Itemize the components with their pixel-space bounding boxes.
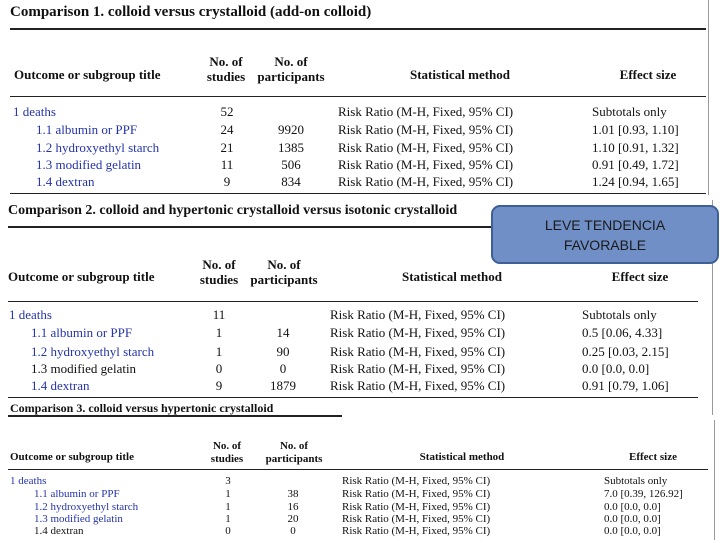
- subgroup-name: 1.3 modified gelatin: [34, 513, 123, 525]
- statistical-method: Risk Ratio (M-H, Fixed, 95% CI): [342, 525, 491, 537]
- table-row: [0, 174, 720, 192]
- effect-size: Subtotals only: [604, 475, 668, 487]
- participants-count: 506: [281, 157, 301, 172]
- participants-count: 1385: [278, 140, 304, 155]
- subgroup-name: 1 deaths: [13, 104, 56, 119]
- table-rule: [8, 301, 698, 302]
- effect-size: 0.91 [0.79, 1.06]: [582, 378, 669, 393]
- comparison-2-title: Comparison 2. colloid and hypertonic crystalloid versus isotonic crystalloid: [8, 203, 458, 218]
- statistical-method: Risk Ratio (M-H, Fixed, 95% CI): [342, 513, 491, 525]
- table-row: [0, 525, 720, 543]
- statistical-method: Risk Ratio (M-H, Fixed, 95% CI): [330, 344, 506, 359]
- scan-edge-line: [708, 0, 709, 195]
- studies-count: 0: [225, 525, 231, 537]
- effect-size: 0.0 [0.0, 0.0]: [604, 513, 661, 525]
- studies-count: 9: [215, 378, 223, 393]
- table-row: [0, 325, 720, 343]
- studies-count: 24: [220, 122, 234, 137]
- header-outcome: Outcome or subgroup title: [8, 269, 155, 284]
- header-method: Statistical method: [401, 269, 503, 284]
- callout-box: [491, 205, 719, 264]
- statistical-method: Risk Ratio (M-H, Fixed, 95% CI): [330, 361, 506, 376]
- effect-size: 0.25 [0.03, 2.15]: [582, 344, 669, 359]
- studies-count: 52: [220, 104, 234, 119]
- effect-size: 1.24 [0.94, 1.65]: [592, 174, 679, 189]
- subgroup-name: 1.1 albumin or PPF: [34, 488, 120, 500]
- subgroup-name: 1.3 modified gelatin: [31, 361, 137, 376]
- effect-size: Subtotals only: [592, 104, 667, 119]
- studies-count: 3: [225, 475, 231, 487]
- statistical-method: Risk Ratio (M-H, Fixed, 95% CI): [338, 157, 514, 172]
- table-row: [0, 361, 720, 379]
- studies-count: 11: [220, 157, 234, 172]
- subgroup-name: 1.3 modified gelatin: [36, 157, 142, 172]
- callout-line-2: FAVORABLE: [563, 237, 647, 253]
- table-rule: [8, 469, 708, 470]
- statistical-method: Risk Ratio (M-H, Fixed, 95% CI): [338, 104, 514, 119]
- header-participants: No. of participants: [250, 257, 318, 287]
- callout-line-1: LEVE TENDENCIA: [544, 217, 666, 233]
- table-row: [0, 307, 720, 325]
- studies-count: 11: [212, 307, 226, 322]
- statistical-method: Risk Ratio (M-H, Fixed, 95% CI): [338, 122, 514, 137]
- table-row: [0, 122, 720, 140]
- participants-count: 20: [287, 513, 299, 525]
- header-effect: Effect size: [611, 269, 669, 284]
- participants-count: 90: [276, 344, 290, 359]
- studies-count: 1: [225, 501, 231, 513]
- effect-size: 0.5 [0.06, 4.33]: [582, 325, 663, 340]
- subgroup-name: 1.1 albumin or PPF: [36, 122, 138, 137]
- studies-count: 21: [220, 140, 234, 155]
- table-rule: [10, 28, 706, 30]
- header-participants: No. of participants: [257, 54, 325, 84]
- header-method: Statistical method: [409, 67, 511, 82]
- statistical-method: Risk Ratio (M-H, Fixed, 95% CI): [342, 501, 491, 513]
- header-method: Statistical method: [419, 451, 505, 463]
- header-effect: Effect size: [629, 451, 677, 463]
- header-outcome: Outcome or subgroup title: [10, 451, 134, 463]
- studies-count: 1: [225, 488, 231, 500]
- effect-size: 0.0 [0.0, 0.0]: [604, 525, 661, 537]
- studies-count: 1: [215, 344, 223, 359]
- effect-size: 0.91 [0.49, 1.72]: [592, 157, 679, 172]
- statistical-method: Risk Ratio (M-H, Fixed, 95% CI): [330, 325, 506, 340]
- subgroup-name: 1.2 hydroxyethyl starch: [36, 140, 160, 155]
- table-rule: [8, 397, 698, 398]
- studies-count: 1: [225, 513, 231, 525]
- studies-count: 0: [215, 361, 223, 376]
- statistical-method: Risk Ratio (M-H, Fixed, 95% CI): [342, 475, 491, 487]
- subgroup-name: 1.1 albumin or PPF: [31, 325, 133, 340]
- header-participants: No. of participants: [265, 440, 323, 465]
- effect-size: Subtotals only: [582, 307, 657, 322]
- header-studies: No. of studies: [199, 257, 239, 287]
- table-row: [0, 140, 720, 158]
- header-studies: No. of studies: [206, 54, 246, 84]
- table-row: [0, 344, 720, 362]
- comparison-3-title: Comparison 3. colloid versus hypertonic crystalloid: [10, 401, 274, 415]
- table-rule: [10, 96, 706, 97]
- scan-edge-line: [714, 420, 715, 540]
- studies-count: 1: [215, 325, 223, 340]
- subgroup-name: 1.2 hydroxyethyl starch: [34, 501, 139, 513]
- statistical-method: Risk Ratio (M-H, Fixed, 95% CI): [342, 488, 491, 500]
- table-rule: [8, 415, 342, 417]
- effect-size: 0.0 [0.0, 0.0]: [604, 501, 661, 513]
- statistical-method: Risk Ratio (M-H, Fixed, 95% CI): [330, 307, 506, 322]
- table-rule: [10, 193, 706, 194]
- statistical-method: Risk Ratio (M-H, Fixed, 95% CI): [338, 140, 514, 155]
- table-row: [0, 104, 720, 122]
- comparison-1-title: Comparison 1. colloid versus crystalloid (add-on colloid): [10, 4, 372, 20]
- table-row: [0, 157, 720, 175]
- table-rule: [8, 226, 492, 228]
- participants-count: 9920: [278, 122, 304, 137]
- subgroup-name: 1 deaths: [10, 475, 47, 487]
- effect-size: 0.0 [0.0, 0.0]: [582, 361, 650, 376]
- effect-size: 1.01 [0.93, 1.10]: [592, 122, 679, 137]
- participants-count: 0: [279, 361, 287, 376]
- studies-count: 9: [223, 174, 231, 189]
- subgroup-name: 1 deaths: [9, 307, 52, 322]
- subgroup-name: 1.2 hydroxyethyl starch: [31, 344, 155, 359]
- statistical-method: Risk Ratio (M-H, Fixed, 95% CI): [338, 174, 514, 189]
- participants-count: 16: [287, 501, 299, 513]
- effect-size: 1.10 [0.91, 1.32]: [592, 140, 679, 155]
- effect-size: 7.0 [0.39, 126.92]: [604, 488, 683, 500]
- table-row: [0, 378, 720, 396]
- header-effect: Effect size: [619, 67, 677, 82]
- header-studies: No. of studies: [210, 440, 244, 465]
- participants-count: 1879: [270, 378, 296, 393]
- statistical-method: Risk Ratio (M-H, Fixed, 95% CI): [330, 378, 506, 393]
- participants-count: 14: [276, 325, 290, 340]
- subgroup-name: 1.4 dextran: [31, 378, 90, 393]
- participants-count: 0: [290, 525, 296, 537]
- participants-count: 38: [287, 488, 299, 500]
- participants-count: 834: [281, 174, 301, 189]
- subgroup-name: 1.4 dextran: [34, 525, 84, 537]
- header-outcome: Outcome or subgroup title: [14, 67, 161, 82]
- subgroup-name: 1.4 dextran: [36, 174, 95, 189]
